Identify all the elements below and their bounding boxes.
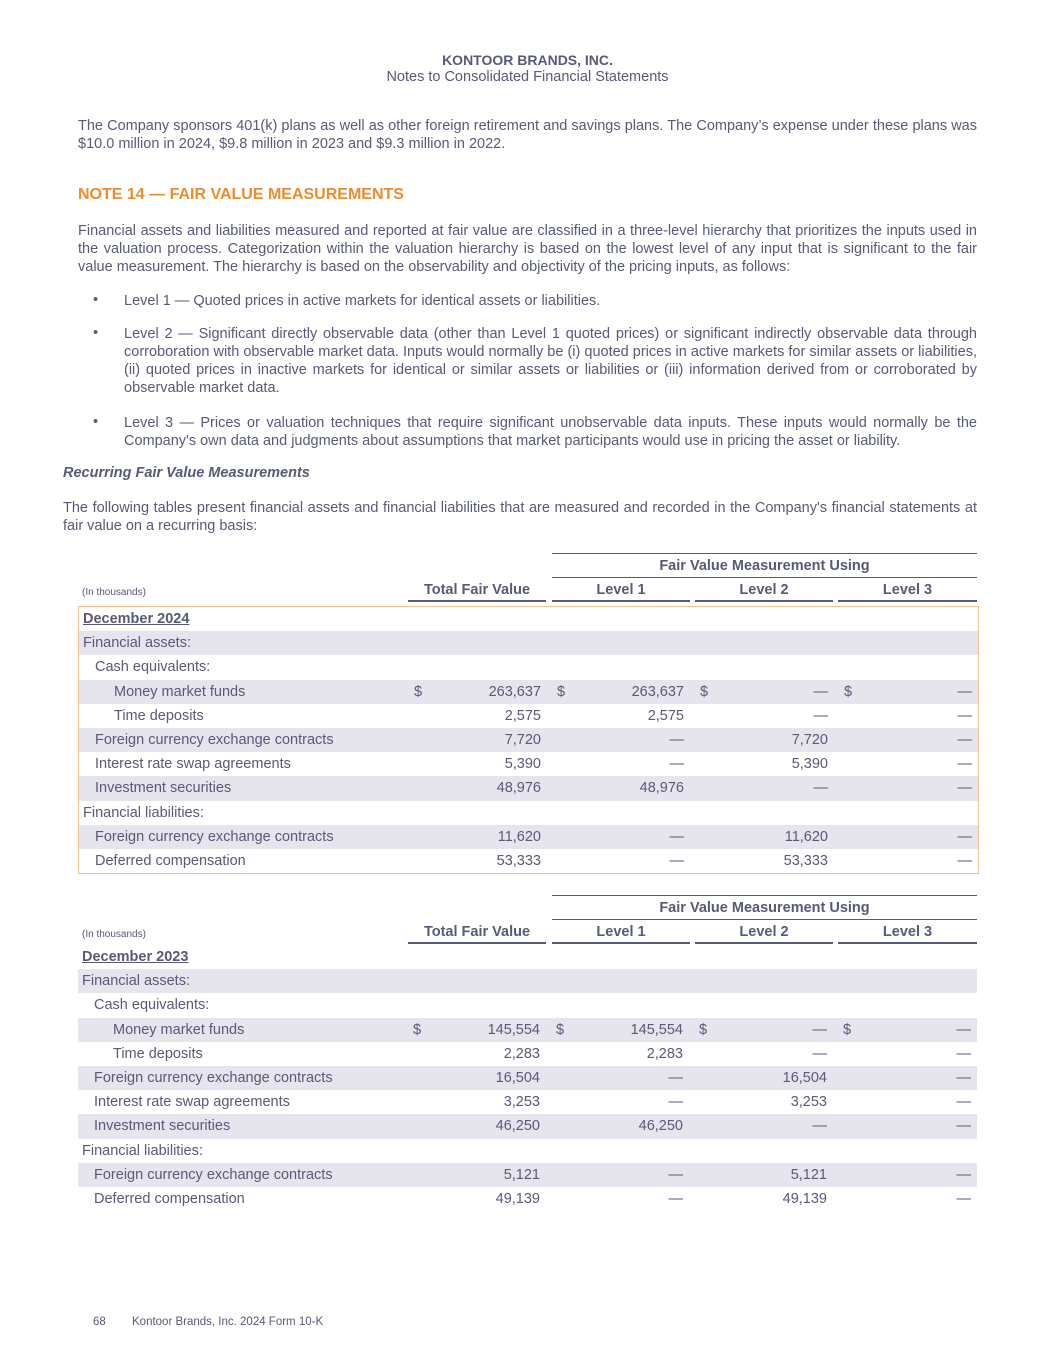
column-header-level-3: Level 3 [838, 577, 977, 602]
row-label: Financial liabilities: [83, 804, 204, 821]
bullet-icon: • [93, 325, 99, 341]
column-header-level-1: Level 1 [552, 577, 690, 602]
cell-level-1: 145,554 [630, 1021, 683, 1038]
row-label: December 2024 [83, 611, 190, 627]
table-row [78, 1066, 977, 1090]
bullet-icon: • [93, 414, 99, 430]
recurring-subheading: Recurring Fair Value Measurements [63, 465, 310, 481]
cell-level-2: — [812, 1045, 827, 1062]
table-row [78, 1163, 977, 1187]
section-row [79, 631, 978, 655]
cell-total: 53,333 [496, 852, 541, 869]
cell-level-3: — [957, 828, 972, 845]
cell-total: 16,504 [495, 1069, 540, 1086]
row-label: Foreign currency exchange contracts [94, 1069, 333, 1086]
section-row [78, 993, 977, 1017]
cell-level-2: — [812, 1021, 827, 1038]
table-row [79, 776, 978, 800]
table-row [79, 849, 978, 873]
cell-level-3: — [956, 1021, 971, 1038]
cell-total: 2,283 [503, 1045, 540, 1062]
cell-level-2: 16,504 [782, 1069, 827, 1086]
cell-level-1: 46,250 [638, 1118, 683, 1135]
row-label: Foreign currency exchange contracts [95, 731, 334, 748]
note-title: NOTE 14 — FAIR VALUE MEASUREMENTS [78, 186, 404, 203]
cell-total: 5,390 [504, 756, 541, 773]
cell-level-2: — [812, 1118, 827, 1135]
row-label: Interest rate swap agreements [95, 756, 291, 773]
column-header-total: Total Fair Value [408, 919, 546, 944]
column-headers [78, 577, 977, 602]
currency-symbol: $ [557, 683, 566, 700]
cell-total: 11,620 [497, 828, 541, 845]
column-header-level-1: Level 1 [552, 919, 690, 944]
currency-symbol: $ [844, 683, 853, 700]
cell-level-2: — [813, 780, 828, 797]
column-header-level-3: Level 3 [838, 919, 977, 944]
cell-level-2: 49,139 [782, 1190, 827, 1207]
cell-level-1: — [668, 1190, 683, 1207]
column-header-level-2: Level 2 [695, 577, 833, 602]
currency-symbol: $ [414, 683, 423, 700]
row-label: Money market funds [113, 1021, 245, 1038]
row-label: Foreign currency exchange contracts [94, 1166, 333, 1183]
table-row [78, 1090, 977, 1114]
cell-total: 2,575 [504, 707, 541, 724]
row-label: Money market funds [114, 683, 246, 700]
cell-level-1: 2,575 [647, 707, 684, 724]
cell-total: 46,250 [495, 1118, 540, 1135]
table-row [79, 680, 978, 704]
row-label: Deferred compensation [94, 1190, 245, 1207]
cell-level-3: — [956, 1069, 971, 1086]
cell-level-2: 53,333 [783, 852, 828, 869]
tables-intro-paragraph: The following tables present financial assets and financial liabilities that are measured and recorded in the Company's financial statements at fair value on a recurring basis: [63, 500, 977, 534]
page-number: 68 [93, 1316, 106, 1328]
cell-level-2: — [813, 683, 828, 700]
cell-level-2: 3,253 [790, 1094, 827, 1111]
cell-level-1: — [669, 852, 684, 869]
section-row [79, 655, 978, 679]
cell-level-3: — [957, 731, 972, 748]
row-label: Investment securities [94, 1118, 231, 1135]
cell-level-3: — [956, 1094, 971, 1111]
cell-level-3: — [956, 1118, 971, 1135]
retirement-plans-paragraph: The Company sponsors 401(k) plans as well as other foreign retirement and savings plans. The Company’s expense under these plans was $10.0 million in 2024, $9.8 million in 2023 and $9.3 million in 2022. [78, 118, 977, 152]
currency-symbol: $ [556, 1021, 565, 1038]
cell-level-1: — [669, 731, 684, 748]
currency-symbol: $ [413, 1021, 422, 1038]
table-row [79, 728, 978, 752]
cell-level-3: — [956, 1166, 971, 1183]
cell-level-3: — [957, 707, 972, 724]
cell-level-1: 48,976 [639, 780, 684, 797]
cell-level-1: — [668, 1094, 683, 1111]
currency-symbol: $ [843, 1021, 852, 1038]
cell-level-1: — [668, 1069, 683, 1086]
cell-level-1: 2,283 [646, 1045, 683, 1062]
section-row [79, 801, 978, 825]
company-name: KONTOOR BRANDS, INC. [442, 52, 613, 68]
cell-total: 5,121 [503, 1166, 540, 1183]
cell-total: 48,976 [496, 780, 541, 797]
row-label: Cash equivalents: [95, 659, 211, 676]
cell-level-2: 11,620 [784, 828, 828, 845]
row-label: December 2023 [82, 949, 189, 965]
currency-symbol: $ [700, 683, 709, 700]
table-body [78, 606, 979, 874]
cell-level-2: 7,720 [791, 731, 828, 748]
column-header-level-2: Level 2 [695, 919, 833, 944]
bullet-level-1: Level 1 — Quoted prices in active markets for identical assets or liabilities. [124, 293, 601, 309]
cell-total: 145,554 [487, 1021, 540, 1038]
cell-level-3: — [956, 1045, 971, 1062]
row-label: Time deposits [113, 1045, 203, 1062]
row-label: Foreign currency exchange contracts [95, 828, 334, 845]
table-row [79, 825, 978, 849]
row-label: Financial assets: [83, 635, 191, 652]
bullet-level-3: Level 3 — Prices or valuation techniques that require significant unobservable data inputs. These inputs would normally be the Company's own data and judgments about assumptions that market participants would use in pricing the asset or liability. [124, 415, 977, 449]
table-row [78, 1018, 977, 1042]
section-row [78, 969, 977, 993]
row-label: Financial assets: [82, 973, 190, 990]
cell-level-2: — [813, 707, 828, 724]
cell-level-1: 263,637 [631, 683, 684, 700]
footer-text: Kontoor Brands, Inc. 2024 Form 10-K [132, 1316, 324, 1328]
units-label: (In thousands) [82, 587, 146, 598]
row-label: Financial liabilities: [82, 1142, 203, 1159]
cell-level-1: — [669, 756, 684, 773]
row-label: Investment securities [95, 780, 232, 797]
column-header-total: Total Fair Value [408, 577, 546, 602]
cell-level-2: 5,121 [790, 1166, 827, 1183]
table-row [78, 1042, 977, 1066]
cell-level-1: — [669, 828, 684, 845]
cell-level-3: — [957, 780, 972, 797]
section-row [78, 1139, 977, 1163]
currency-symbol: $ [699, 1021, 708, 1038]
column-headers [78, 919, 977, 944]
page-subtitle: Notes to Consolidated Financial Statements [386, 69, 669, 85]
cell-level-3: — [957, 756, 972, 773]
units-label: (In thousands) [82, 929, 146, 940]
cell-level-2: 5,390 [791, 756, 828, 773]
period-row [78, 945, 977, 969]
table-row [78, 1187, 977, 1211]
table-row [79, 752, 978, 776]
cell-level-1: — [668, 1166, 683, 1183]
bullet-icon: • [93, 292, 99, 308]
cell-total: 7,720 [504, 731, 541, 748]
table-body [78, 945, 977, 1211]
bullet-level-2: Level 2 — Significant directly observable data (other than Level 1 quoted prices) or significant indirectly observable data through corroboration with observable market data. Inputs would normally be (i) quoted prices in active markets for similar assets or liabilities, (ii) quoted prices in inactive markets for identical or similar assets or liabilities or (iii) information derived from or corroborated by observable market data. [124, 326, 977, 396]
cell-level-3: — [957, 852, 972, 869]
table-row [79, 704, 978, 728]
cell-level-3: — [956, 1190, 971, 1207]
row-label: Deferred compensation [95, 852, 246, 869]
group-header: Fair Value Measurement Using [552, 895, 977, 920]
row-label: Time deposits [114, 707, 204, 724]
cell-total: 263,637 [488, 683, 541, 700]
fair-value-hierarchy-paragraph: Financial assets and liabilities measured and reported at fair value are classified in a three-level hierarchy that prioritizes the inputs used in the valuation process. Categorization within the valuation hierarchy is based on the lowest level of any input that is significant to the fair value measurement. The hierarchy is based on the observability and objectivity of the pricing inputs, as follows: [78, 223, 977, 275]
group-header: Fair Value Measurement Using [552, 553, 977, 578]
row-label: Cash equivalents: [94, 997, 210, 1014]
cell-level-3: — [957, 683, 972, 700]
cell-total: 3,253 [503, 1094, 540, 1111]
table-row [78, 1114, 977, 1138]
row-label: Interest rate swap agreements [94, 1094, 290, 1111]
period-row [79, 607, 978, 631]
cell-total: 49,139 [495, 1190, 540, 1207]
